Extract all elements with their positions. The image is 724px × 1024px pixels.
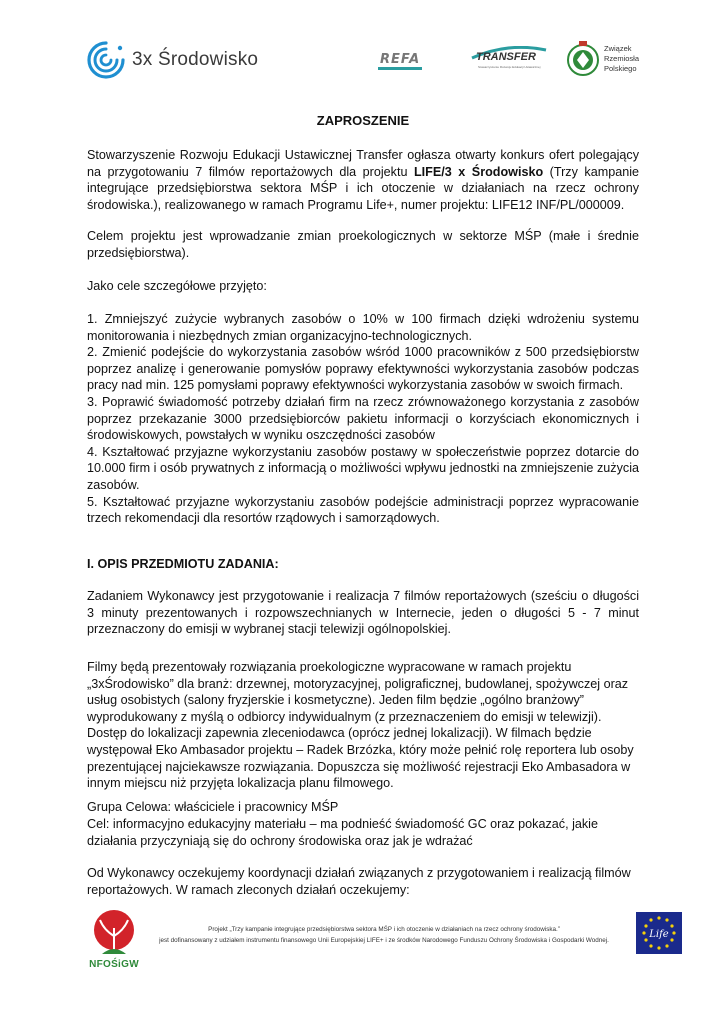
intro-text: Stowarzyszenie Rozwoju Edukacji Ustawicznej Transfer ogłasza otwarty konkurs ofert polegający na przygotowaniu 7 filmów reportażowych dla projektu <box>87 148 639 179</box>
goal-item: 1. Zmniejszyć zużycie wybranych zasobów o 10% w 100 firmach dzięki wdrożeniu systemu monitorowania i niezbędnych zmian organizacyjno-technologicznych. <box>87 312 639 343</box>
document-title: ZAPROSZENIE <box>316 113 410 128</box>
goal-item: 5. Kształtować przyjazne wykorzystaniu zasobów podejście administracji poprzez wypracowanie trzech rekomendacji dla resortów rządowych i samorządowych. <box>87 494 639 526</box>
transfer-label: TRANSFER <box>476 51 536 63</box>
zrp-logo <box>566 38 639 80</box>
transfer-subtitle: Stowarzyszenie Rozwoju Edukacji Ustawicznej <box>478 65 541 69</box>
films-description: Filmy będą prezentowały rozwiązania proekologiczne wypracowane w ramach projektu „3xŚrodowisko” dla branż: drzewnej, motoryzacyjnej, poligraficznej, budowlanej, spożywczej oraz usług osobistych (salony fryzjerskie i kosmetyczne). Jeden film będzie „ogólno branżowy” wyprodukowany z myślą o odbiorcy indywidualnym (z przeznaczeniem do emisji w telewizji). Dostęp do lokalizacji zapewnia zleceniodawca (oprócz jednej lokalizacji). W filmach będzie występował Eko Ambasador projektu – Radek Brzózka, który może pełnić rolę reportera lub osoby prezentującej najciekawsze rozwiązania. Dopuszcza się możliwość rejestracji Eko Ambasadora w innym miejscu niż przyjęta lokalizacja planu filmowego. <box>87 660 634 791</box>
nfosigw-logo <box>86 908 142 970</box>
refa-label: REFA <box>378 52 422 70</box>
target-group: Grupa Celowa: właściciele i pracownicy MŚP <box>87 800 339 814</box>
project-name: LIFE/3 x Środowisko <box>413 164 544 179</box>
goal-item: 2. Zmienić podejście do wykorzystania zasobów wśród 1000 pracowników z 500 przedsiębiorstw poprzez analizę i generowanie pomysłów poprawy efektywności wykorzystania zasobów podczas pracy nad min. 125 pomysłami poprawy efektywności wykorzystania zasobów w swoich firmach. <box>87 345 639 393</box>
zrp-text <box>604 44 639 74</box>
zrp-line: Polskiego <box>604 64 637 73</box>
footer-line: Projekt „Trzy kampanie integrujące przedsiębiorstwa sektora MŚP i ich otoczenie w działaniach na rzecz ochrony środowiska.” <box>208 926 560 933</box>
intro-paragraph <box>87 147 639 213</box>
brand-name: 3x Środowisko <box>132 49 259 70</box>
eu-stars-icon <box>636 912 682 954</box>
aim-text: Cel: informacyjno edukacyjny materiału – ma podnieść świadomość GC oraz pokazać, jakie działania przyczyniają się do ochrony środowiska oraz jak je wdrażać <box>87 817 598 848</box>
goals-intro: Jako cele szczegółowe przyjęto: <box>87 279 267 293</box>
intro-text-cont: (Trzy kampanie integrujące przedsiębiorstwa sektora MŚP i ich otoczenie w działaniach na rzecz ochrony środowiska.), realizowanego w ramach Programu Life+, numer projektu: LIFE12 INF/PL/000009. <box>87 164 640 212</box>
swirl-logo-icon <box>86 40 126 80</box>
zrp-emblem-icon <box>566 38 600 80</box>
3x-srodowisko-logo <box>86 40 258 80</box>
section-title: I. OPIS PRZEDMIOTU ZADANIA: <box>87 557 279 571</box>
page-header <box>0 0 724 100</box>
footer-text <box>140 924 628 946</box>
zrp-line: Rzemiosła <box>604 54 640 63</box>
expectation-text: Od Wykonawcy oczekujemy koordynacji działań związanych z przygotowaniem i realizacją filmów reportażowych. W ramach zleconych działań oczekujemy: <box>87 866 631 897</box>
goal-item: 3. Poprawić świadomość potrzeby działań firm na rzecz zrównoważonego korzystania z zasobów poprzez przekazanie 3000 przedsiębiorców pakietu informacji o korzyściach ekonomicznych i środowiskowych, powstałych w wyniku oszczędności zasobów <box>87 394 639 443</box>
life-label: Life <box>649 929 669 940</box>
transfer-logo <box>470 46 548 72</box>
footer-line: jest dofinansowany z udziałem instrumentu finansowego Unii Europejskiej LIFE+ i ze środków Narodowego Funduszu Ochrony Środowiska i Gospodarki Wodnej. <box>159 937 609 944</box>
nfosigw-label: NFOŚiGW <box>89 959 139 970</box>
zrp-line: Związek <box>604 44 632 53</box>
refa-logo <box>378 50 444 72</box>
task-description: Zadaniem Wykonawcy jest przygotowanie i realizacja 7 filmów reportażowych (sześciu o długości 3 minuty prezentowanych i rozpowszechnianych w Internecie, jeden o długości 5 - 7 minut przeznaczony do emisji w wybranej stacji telewizji ogólnopolskiej. <box>87 589 639 637</box>
nfosigw-flower-icon <box>86 908 142 958</box>
goal-paragraph: Celem projektu jest wprowadzanie zmian proekologicznych w sektorze MŚP (małe i średnie przedsiębiorstwa). <box>87 229 639 260</box>
page-footer <box>0 900 724 1024</box>
goals-list <box>87 311 639 527</box>
goal-item: 4. Kształtować przyjazne wykorzystaniu zasobów postawy w społeczeństwie poprzez dotarcie do 10.000 firm i osób prywatnych z informacją o możliwości wpływu jednostki na zmniejszenie zużycia zasobów. <box>87 444 639 492</box>
eu-life-logo <box>636 912 682 954</box>
